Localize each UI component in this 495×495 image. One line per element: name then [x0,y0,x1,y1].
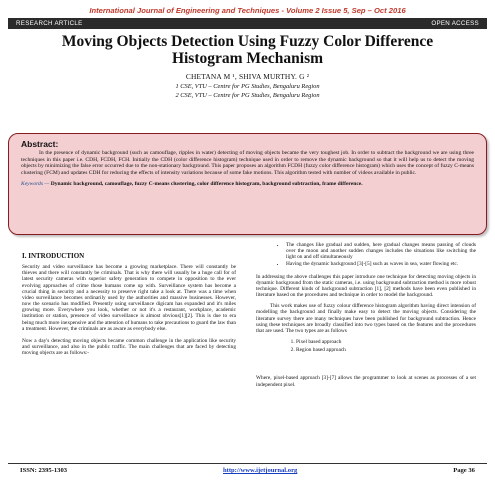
list-item: • Having the dynamic background [3]-[5] such as waves in sea, water flowing etc. [286,261,476,267]
keywords-label: Keywords — [21,181,50,188]
right-paragraph-1: In addressing the above challenges this paper introduce one technique for detecting moving objects in dynamic background from the static cameras, i.e. using background subtraction method is more robust technique. Different kinds of background subtraction [1], [2] methods have been even published in literature based on the procedures and technique in order to model the background. [256,273,476,299]
right-paragraph-3: Where, pixel-based approach [3]-[7] allows the programmer to look at scenes as processes of a set independent pixel. [256,375,476,388]
right-paragraph-2: This work makes use of fuzzy colour difference histogram algorithm having direct intension of modelling the background and finally make easy to detect the moving objects. Considering the literature survey there are many techniques have been published for background subtraction. Hence using these techniques are broadly classified into two types based on the features and the procedures that are used. The two types are as follows [256,303,476,334]
affiliation-1: 1 CSE, VTU – Centre for PG Studies, Bengaluru Region [175,83,320,90]
page-footer [20,467,475,474]
keywords [21,181,474,188]
article-banner [8,18,487,29]
left-column [22,253,236,356]
challenges-list [256,242,476,268]
journal-link[interactable]: http://www.ijetjournal.org [222,467,298,474]
research-article-label: RESEARCH ARTICLE [16,20,83,27]
section-heading-introduction: I. INTRODUCTION [22,252,85,260]
intro-paragraph-1: Security and video surveillance has become a growing marketplace. There will constantly be thieves and there will constantly be criminals. That is why there will usually be a huge call for of latest security cameras with superior safety generation to compete in opposition to the ever evolving approaches of crime those humans come up with. Surveillance system has become a crucial thing in security and a necessity to preserve right take a look at. There was a time when video surveillance becomes ordinarily used by the authorities and massive businesses. However, now the scenario has modified. Presently using surveillance digicam has expanded and it's miles growing more. Everywhere you look, whether or not it's a restaurant, workplace, academic institution or station, presence of video surveillance is almost obvious[1][2]. This is due to era being much more inexpensive and the attention of humans to take precautions to guard the law than a treatment. However, the criminals are as aware as everybody else. [22,264,236,332]
abstract-heading: Abstract: [21,139,59,149]
paper-title: Moving Objects Detection Using Fuzzy Color Difference Histogram Mechanism [61,33,434,67]
journal-header: International Journal of Engineering and Techniques - Volume 2 Issue 5, Sep – Oct 2016 [89,6,406,15]
page-number: Page 36 [453,467,475,474]
affiliation-2: 2 CSE, VTU – Centre for PG Studies, Bengaluru Region [175,92,320,99]
keywords-text: Dynamic background, camouflage, fuzzy C-means clustering, color difference histogram, background subtraction, frame difference. [50,181,363,188]
list-item: 1. Pixel based approach [296,339,476,345]
abstract-text: In the presence of dynamic background (such as camouflage, ripples in water) detecting of moving objects became the very toughest job. In order to subtract the background we are using three techniques in this paper i.e. CDH, FCDH, FCH. Initially the CDH (color difference histogram) technique used in order to remove the dynamic background so that it will help us to detect the moving objects by minimizing the false error occurred due to the non-stationary background. This paper proposes an algorithm FCDH (fuzzy color difference histogram) which uses the concept of fuzzy C-means clustering (FCM) and updates CDH for reducing the effects of intensity variations because of some fake motions. This algorithm tested with number of videos available in public. [21,150,474,176]
right-column [256,242,476,388]
abstract-box [8,133,487,235]
list-item: • The changes like gradual and sudden, here gradual changes means passing of clouds over the moon and another sudden changes includes the situations like switching the light on and off simultaneously [286,242,476,260]
intro-paragraph-2: Now a day's detecting moving objects became common challenge in the application like security and surveillance, and also in the public traffic. The main challenges that are faced by detecting moving objects are as follows:- [22,337,236,357]
open-access-label: OPEN ACCESS [431,20,479,27]
authors: CHETANA M ¹, SHIVA MURTHY. G ² [185,72,310,81]
footer-divider [8,463,487,464]
issn: ISSN: 2395-1303 [20,467,68,474]
approaches-list [256,339,476,353]
list-item: 2. Region based approach [296,347,476,353]
